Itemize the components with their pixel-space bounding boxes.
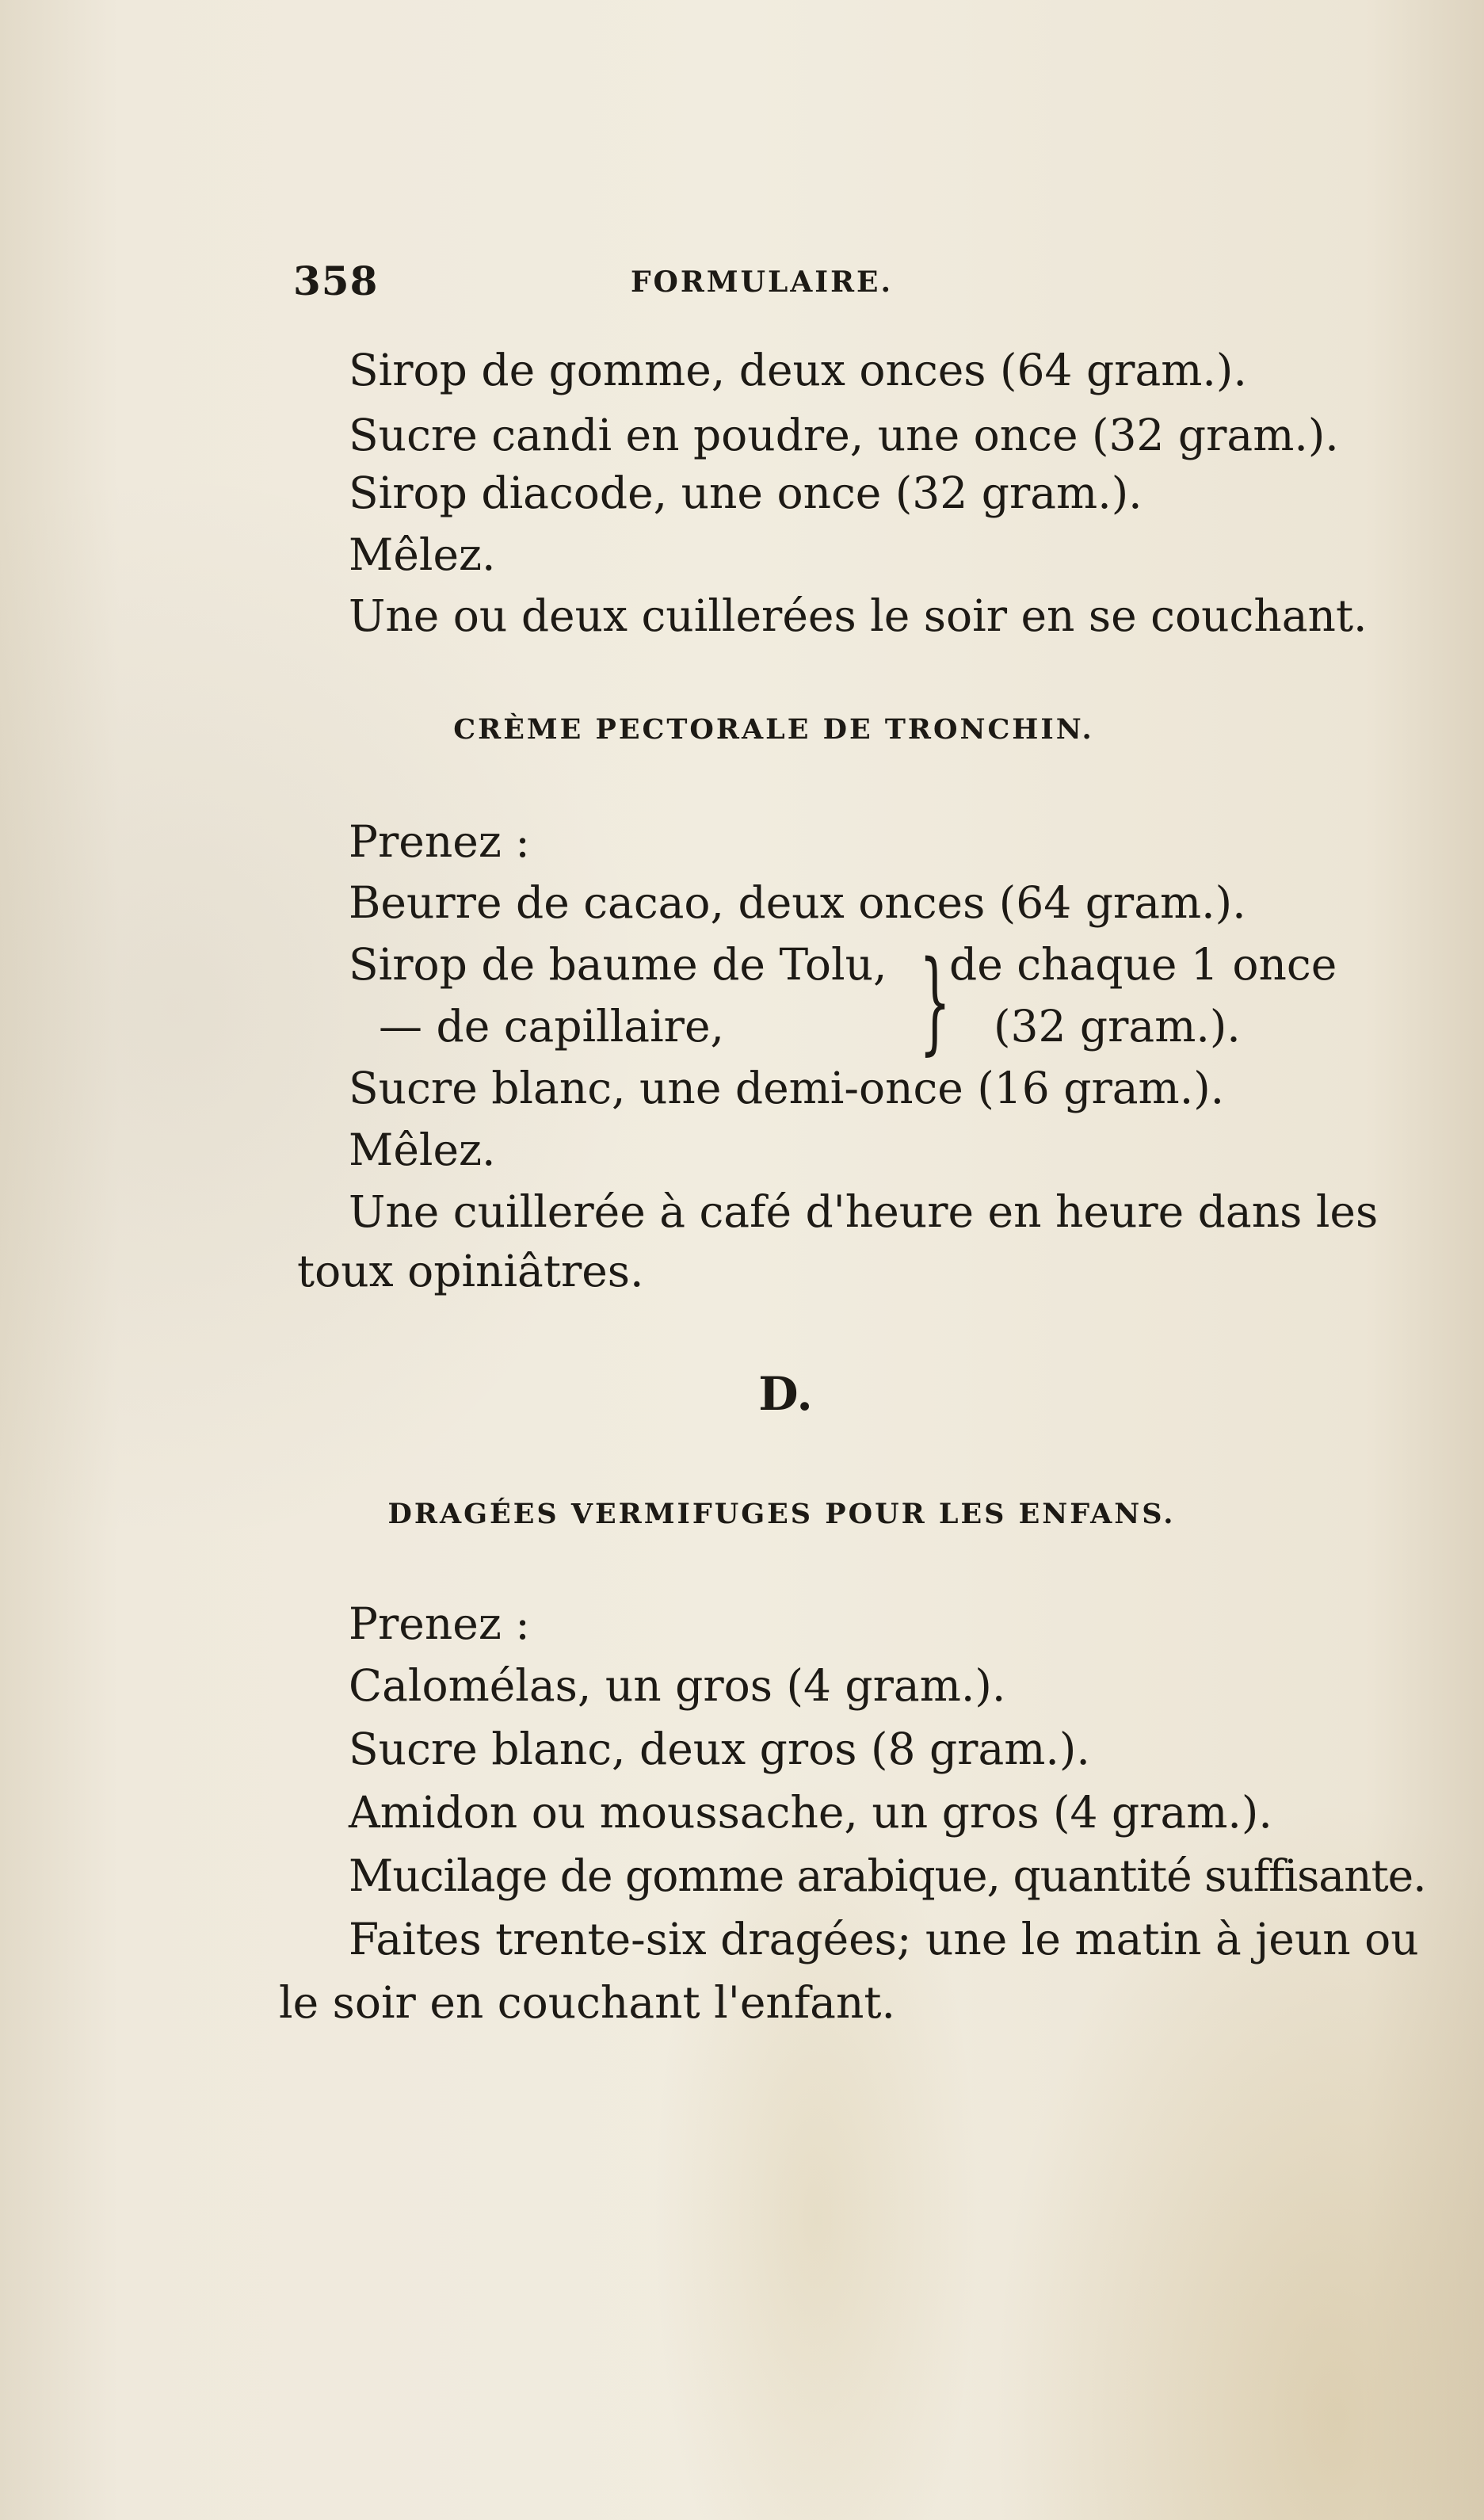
text-line: Amidon ou moussache, un gros (4 gram.). bbox=[349, 1787, 1272, 1838]
text-line: Sirop de gomme, deux onces (64 gram.). bbox=[349, 345, 1247, 395]
text-line: Une ou deux cuillerées le soir en se couchant. bbox=[349, 590, 1368, 641]
text-line: — de capillaire, bbox=[379, 1001, 724, 1052]
brace-glyph: } bbox=[919, 937, 952, 1067]
prenez-label: Prenez : bbox=[349, 816, 530, 867]
text-line: toux opiniâtres. bbox=[297, 1246, 644, 1296]
section-letter: D. bbox=[758, 1367, 813, 1421]
text-line: Une cuillerée à café d'heure en heure dans les bbox=[349, 1186, 1379, 1237]
text-line: Faites trente-six dragées; une le matin à jeun ou bbox=[349, 1914, 1419, 1964]
text-line: Mêlez. bbox=[349, 1124, 496, 1175]
section-heading: DRAGÉES VERMIFUGES POUR LES ENFANS. bbox=[387, 1498, 1176, 1530]
text-line: Sucre blanc, une demi-once (16 gram.). bbox=[349, 1063, 1225, 1113]
text-line: de chaque 1 once bbox=[949, 939, 1337, 990]
section-heading: CRÈME PECTORALE DE TRONCHIN. bbox=[453, 713, 1094, 746]
text-line: Beurre de cacao, deux onces (64 gram.). bbox=[349, 877, 1246, 928]
page-number: 358 bbox=[293, 258, 379, 304]
text-line: Calomélas, un gros (4 gram.). bbox=[349, 1660, 1006, 1711]
text-line: Sirop diacode, une once (32 gram.). bbox=[349, 468, 1143, 518]
text-line: Sucre blanc, deux gros (8 gram.). bbox=[349, 1724, 1090, 1774]
running-head: FORMULAIRE. bbox=[630, 265, 894, 299]
text-line: Sucre candi en poudre, une once (32 gram.). bbox=[349, 410, 1339, 460]
prenez-label: Prenez : bbox=[349, 1598, 530, 1649]
text-line: Mêlez. bbox=[349, 529, 496, 580]
text-line: Mucilage de gomme arabique, quantité suffisante. bbox=[349, 1850, 1426, 1901]
text-line: Sirop de baume de Tolu, bbox=[349, 939, 887, 990]
text-line: (32 gram.). bbox=[994, 1001, 1241, 1052]
text-line: le soir en couchant l'enfant. bbox=[279, 1977, 895, 2028]
